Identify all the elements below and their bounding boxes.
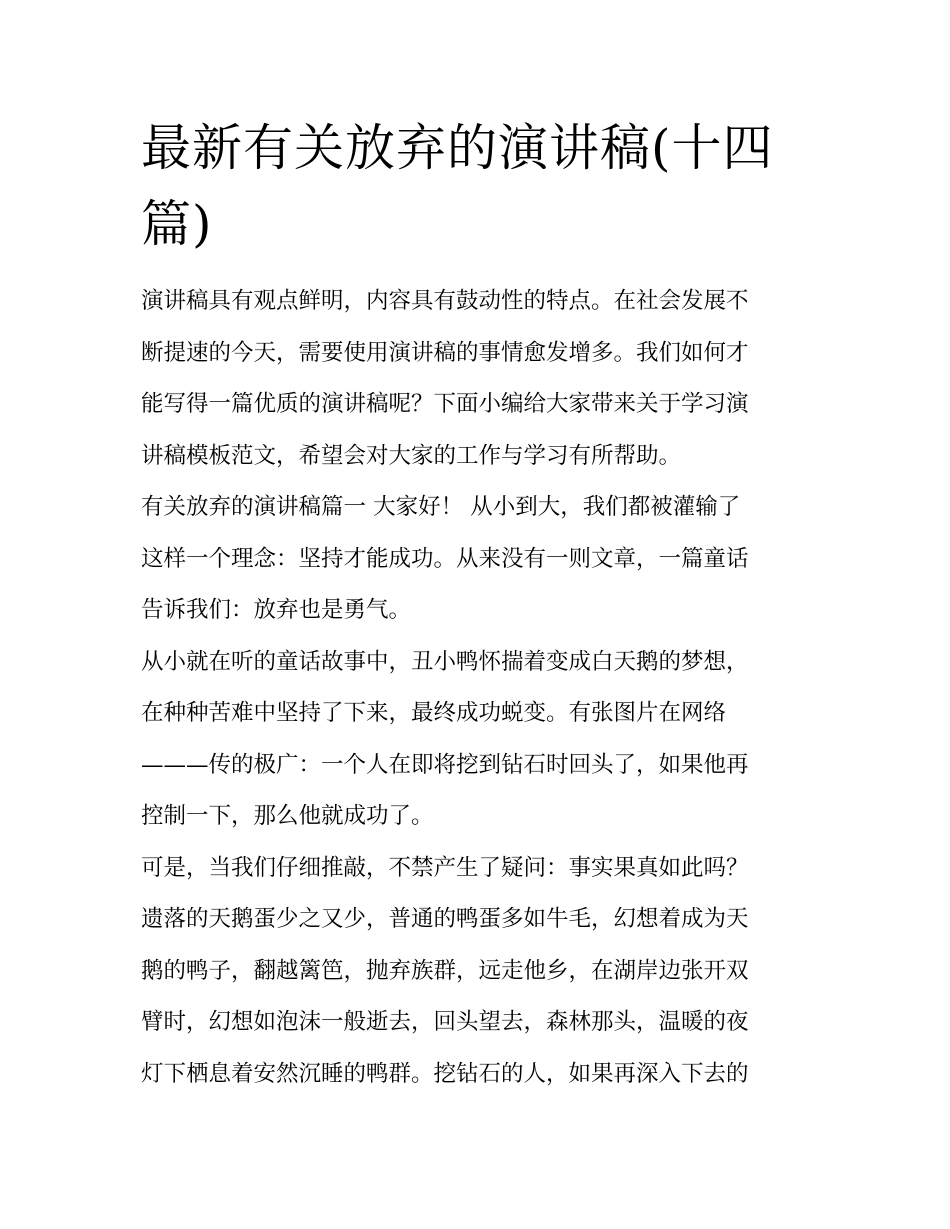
paragraph-speech-one-opening bbox=[141, 482, 821, 637]
text-line: 臂时，幻想如泡沫一般逝去，回头望去，森林那头，温暖的夜 bbox=[141, 1009, 749, 1035]
text-line: 在种种苦难中坚持了下来，最终成功蜕变。有张图片在网络 bbox=[141, 700, 727, 726]
text-line: 灯下栖息着安然沉睡的鸭群。挖钻石的人，如果再深入下去的 bbox=[141, 1060, 749, 1087]
text-line: 控制一下，那么他就成功了。 bbox=[141, 803, 434, 829]
text-line: 有关放弃的演讲稿篇一 大家好！ 从小到大，我们都被灌输了 bbox=[141, 494, 741, 520]
text-line: 这样一个理念：坚持才能成功。从来没有一则文章，一篇童话 bbox=[141, 545, 749, 572]
text-line: 从小就在听的童话故事中，丑小鸭怀揣着变成白天鹅的梦想， bbox=[141, 648, 749, 675]
paragraph-intro bbox=[141, 276, 821, 482]
text-line: 断提速的今天，需要使用演讲稿的事情愈发增多。我们如何才 bbox=[141, 339, 749, 366]
text-line: 告诉我们：放弃也是勇气。 bbox=[141, 597, 412, 623]
text-line: 演讲稿具有观点鲜明，内容具有鼓动性的特点。在社会发展不 bbox=[141, 288, 749, 314]
document-body bbox=[141, 276, 821, 1100]
title-line-1: 最新有关放弃的演讲稿(十四 bbox=[141, 119, 774, 177]
text-line: ———传的极广：一个人在即将挖到钻石时回头了，如果他再 bbox=[141, 751, 749, 778]
text-line: 能写得一篇优质的演讲稿呢？下面小编给大家带来关于学习演 bbox=[141, 391, 749, 417]
text-line: 讲稿模板范文，希望会对大家的工作与学习有所帮助。 bbox=[141, 442, 682, 469]
text-line: 遗落的天鹅蛋少之又少，普通的鸭蛋多如牛毛，幻想着成为天 bbox=[141, 906, 749, 932]
paragraph-fairy-tale bbox=[141, 637, 821, 843]
document-title bbox=[141, 110, 821, 262]
title-line-2: 篇) bbox=[141, 195, 213, 253]
paragraph-question bbox=[141, 843, 821, 1101]
document-page bbox=[141, 110, 821, 1100]
text-line: 鹅的鸭子，翻越篱笆，抛弃族群，远走他乡，在湖岸边张开双 bbox=[141, 957, 749, 984]
text-line: 可是，当我们仔细推敲，不禁产生了疑问：事实果真如此吗？ bbox=[141, 854, 749, 881]
